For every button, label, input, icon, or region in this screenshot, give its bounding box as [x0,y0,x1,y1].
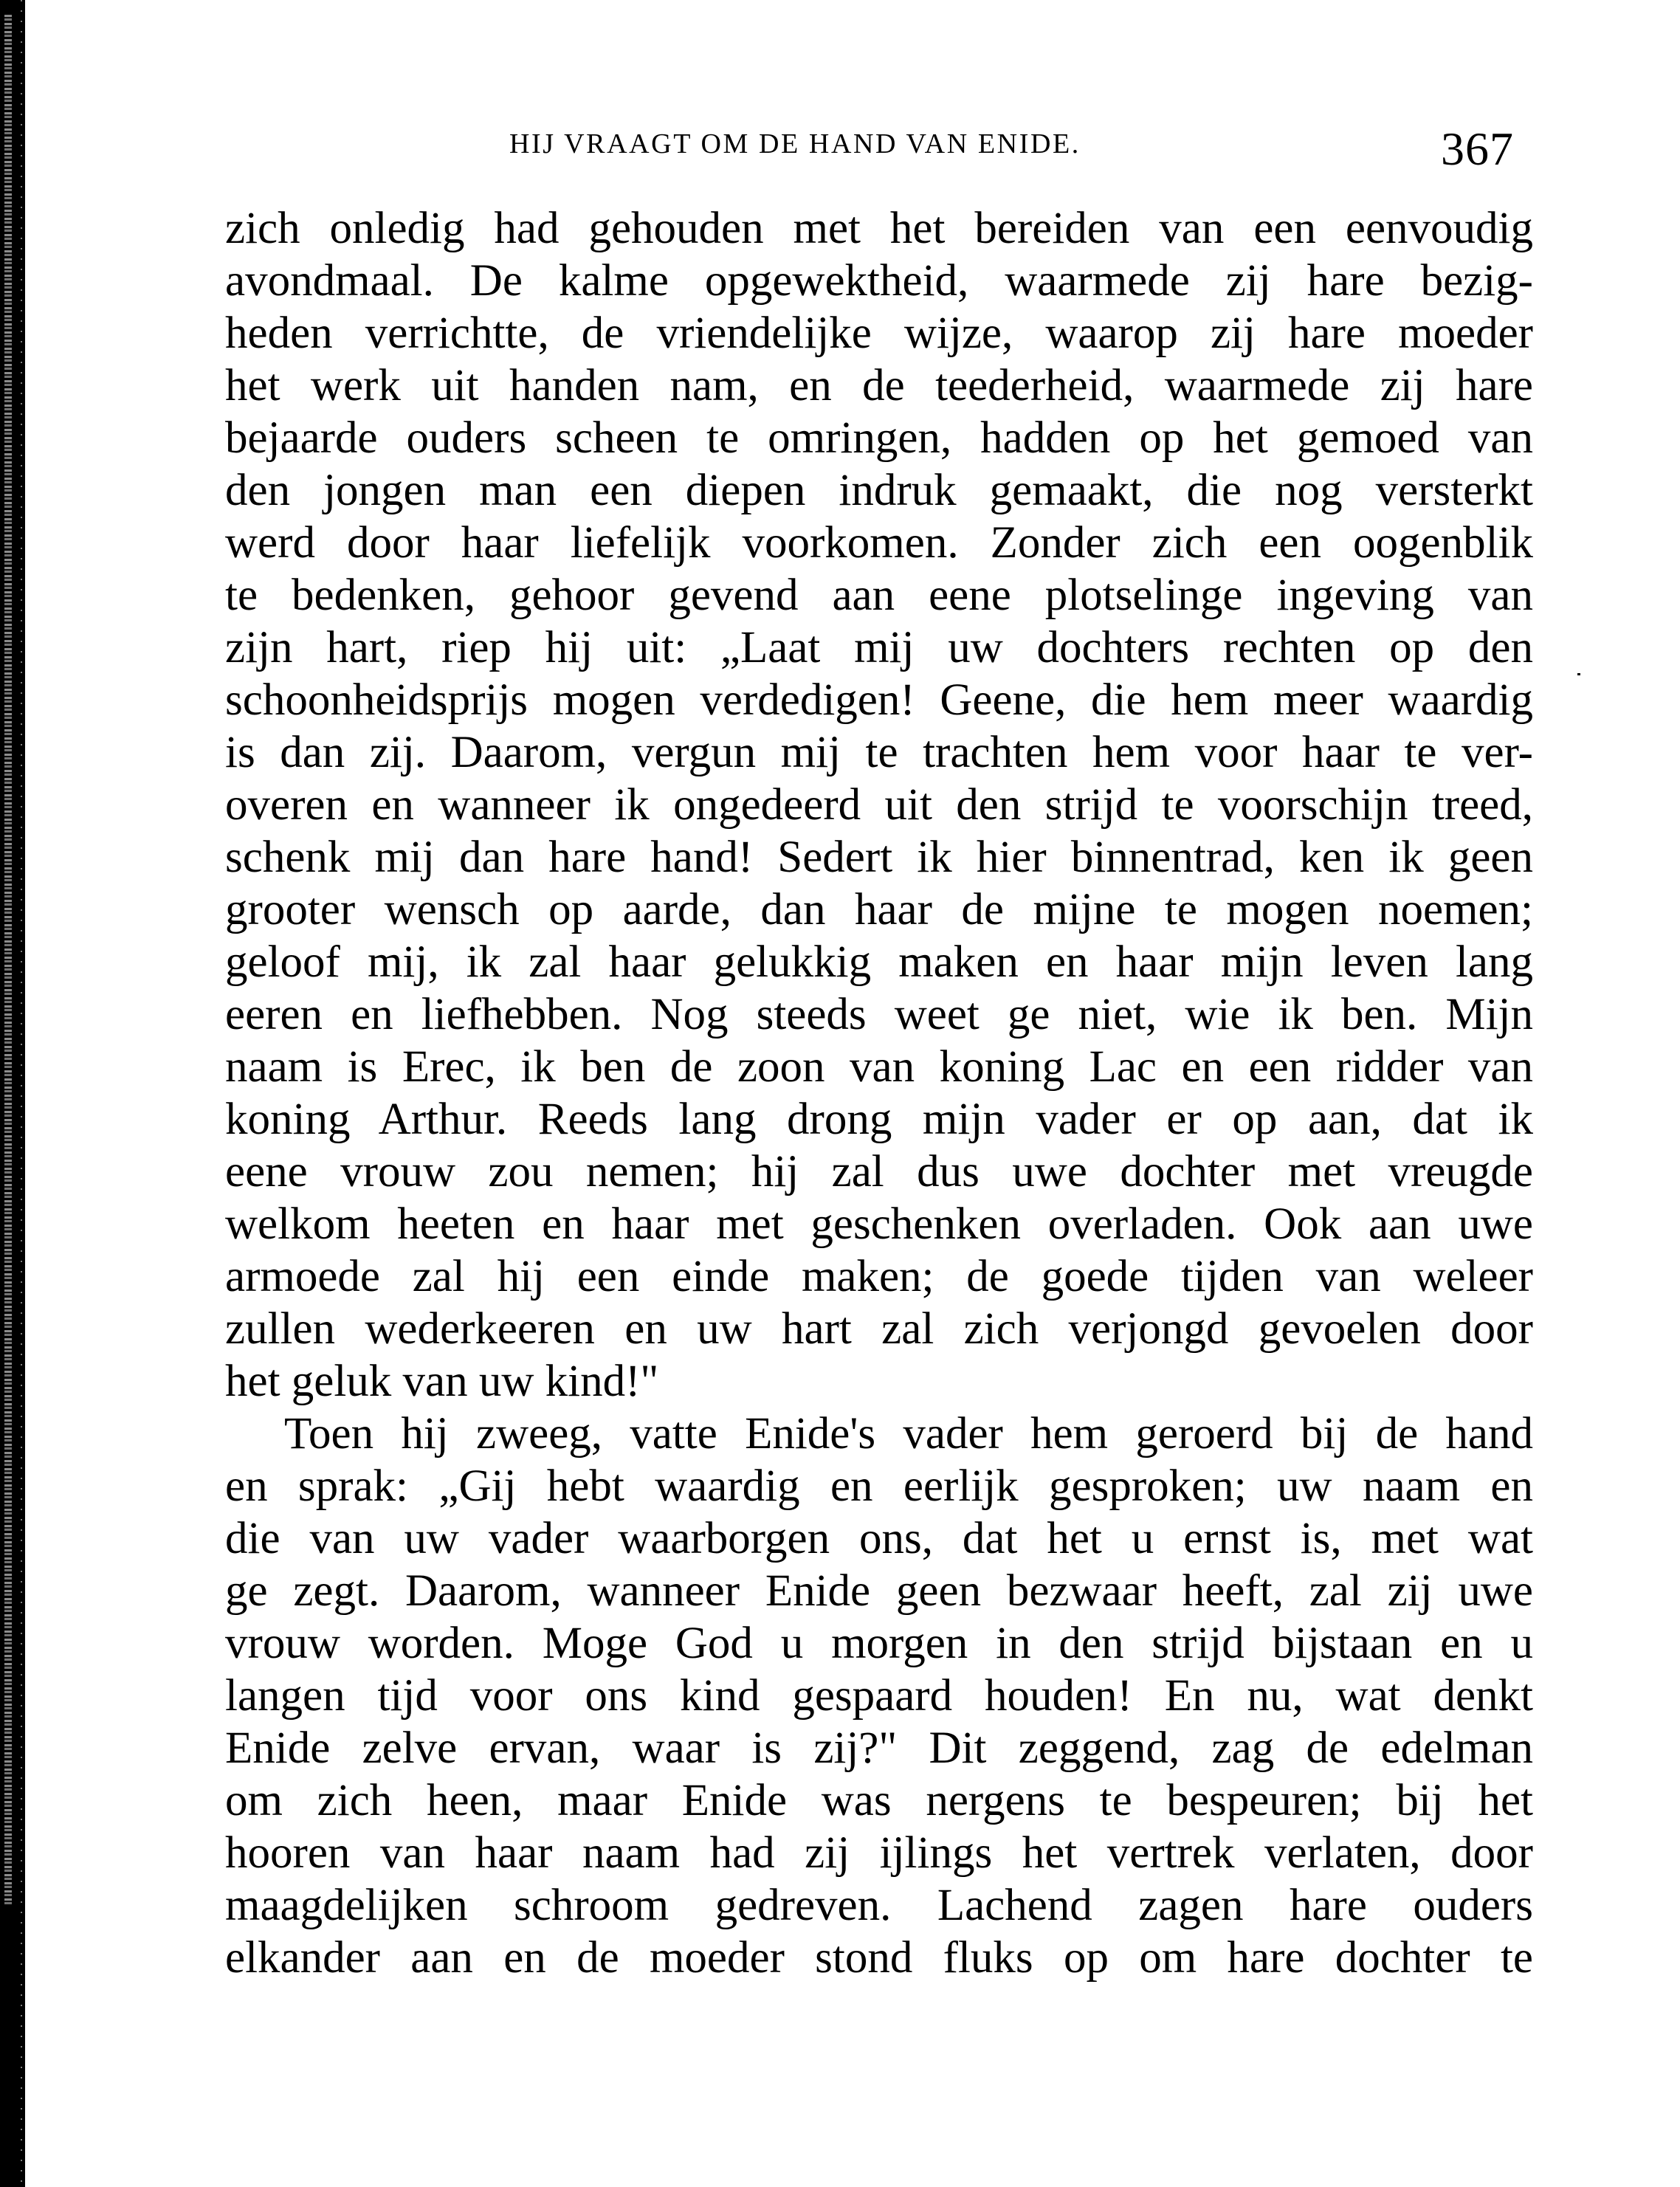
text-line: zich onledig had gehouden met het bereiden van een eenvoudig [225,204,1533,253]
gutter-page-edge [21,0,22,2187]
text-line: elkander aan en de moeder stond fluks op om hare dochter te [225,1933,1533,1983]
text-line: hooren van haar naam had zij ijlings het vertrek verlaten, door [225,1828,1533,1878]
text-line: den jongen man een diepen indruk gemaakt, die nog versterkt [225,466,1533,515]
paragraph-1 [225,202,1533,1408]
text-line: grooter wensch op aarde, dan haar de mijne te mogen noemen; [225,885,1533,934]
text-line: schenk mij dan hare hand! Sedert ik hier binnentrad, ken ik geen [225,833,1533,882]
book-gutter-edge [0,0,25,2187]
text-line: het werk uit handen nam, en de teederheid, waarmede zij hare [225,361,1533,410]
gutter-scan-noise [4,15,12,1904]
text-line: welkom heeten en haar met geschenken overladen. Ook aan uwe [225,1199,1533,1249]
text-line: heden verrichtte, de vriendelijke wijze, waarop zij hare moeder [225,309,1533,358]
text-line: avondmaal. De kalme opgewektheid, waarmede zij hare bezig- [225,256,1533,306]
scan-artifact-speck [1577,673,1580,675]
text-line: armoede zal hij een einde maken; de goede tijden van weleer [225,1252,1533,1301]
text-line: te bedenken, gehoor gevend aan eene plotselinge ingeving van [225,571,1533,620]
text-line: overen en wanneer ik ongedeerd uit den strijd te voorschijn treed, [225,780,1533,830]
text-line: zullen wederkeeren en uw hart zal zich verjongd gevoelen door [225,1304,1533,1354]
text-line: zijn hart, riep hij uit: „Laat mij uw dochters rechten op den [225,623,1533,672]
text-line: bejaarde ouders scheen te omringen, hadden op het gemoed van [225,413,1533,463]
text-line: langen tijd voor ons kind gespaard houden! En nu, wat denkt [225,1671,1533,1721]
running-head: HIJ VRAAGT OM DE HAND VAN ENIDE. [509,128,1081,159]
text-line: eene vrouw zou nemen; hij zal dus uwe dochter met vreugde [225,1147,1533,1196]
body-text [225,202,1533,1984]
text-line: die van uw vader waarborgen ons, dat het u ernst is, met wat [225,1514,1533,1563]
paragraph-2 [225,1408,1533,1984]
text-line: naam is Erec, ik ben de zoon van koning Lac en een ridder van [225,1042,1533,1092]
text-line: is dan zij. Daarom, vergun mij te trachten hem voor haar te ver- [225,728,1533,777]
text-line: werd door haar liefelijk voorkomen. Zonder zich een oogenblik [225,518,1533,568]
text-line: schoonheidsprijs mogen verdedigen! Geene, die hem meer waardig [225,675,1533,725]
text-line: en sprak: „Gij hebt waardig en eerlijk gesproken; uw naam en [225,1461,1533,1511]
text-line: maagdelijken schroom gedreven. Lachend zagen hare ouders [225,1881,1533,1930]
text-line: eeren en liefhebben. Nog steeds weet ge niet, wie ik ben. Mijn [225,990,1533,1039]
text-line: koning Arthur. Reeds lang drong mijn vader er op aan, dat ik [225,1095,1533,1144]
text-line: Toen hij zweeg, vatte Enide's vader hem geroerd bij de hand [284,1409,1533,1458]
page-number: 367 [1441,123,1514,175]
text-line: om zich heen, maar Enide was nergens te bespeuren; bij het [225,1776,1533,1825]
text-line: vrouw worden. Moge God u morgen in den strijd bijstaan en u [225,1619,1533,1668]
text-line: geloof mij, ik zal haar gelukkig maken en haar mijn leven lang [225,937,1533,987]
text-line: ge zegt. Daarom, wanneer Enide geen bezwaar heeft, zal zij uwe [225,1566,1533,1616]
text-line: Enide zelve ervan, waar is zij?" Dit zeggend, zag de edelman [225,1723,1533,1773]
text-line: het geluk van uw kind!" [225,1357,659,1406]
